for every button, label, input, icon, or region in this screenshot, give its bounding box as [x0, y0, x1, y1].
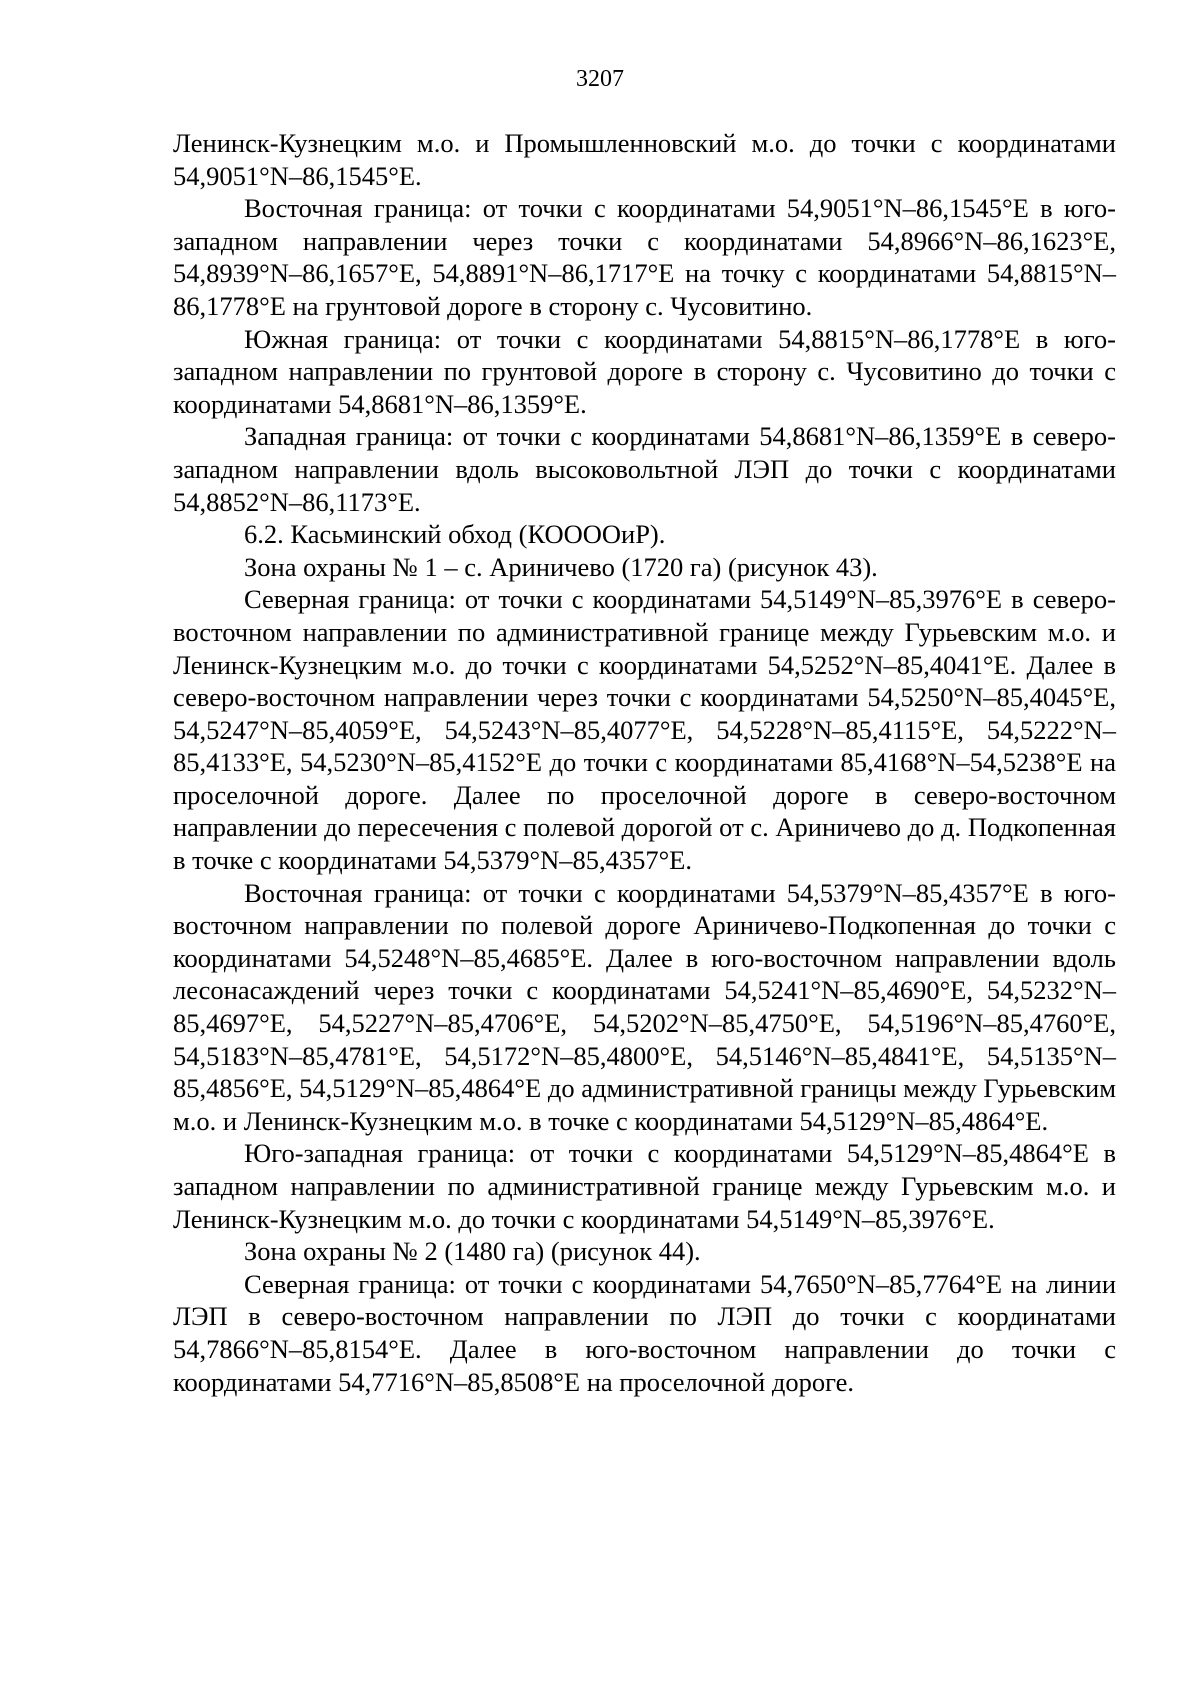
- section-heading-6-2: 6.2. Касьминский обход (КООООиР).: [244, 519, 666, 550]
- paragraph-north-border-zone-1: Северная граница: от точки с координатами 54,5149°N–85,3976°E в северо-восточном направлении по административной границе между Гурьевским м.о. и Ленинск-Кузнецким м.о. до точки с координатами 54,5252°N–85,4041°E. Далее в северо-восточном направлении через точки с координатами 54,5250°N–85,4045°E, 54,5247°N–85,4059°E, 54,5243°N–85,4077°E, 54,5228°N–85,4115°E, 54,5222°N–85,4133°E, 54,5230°N–85,4152°E до точки с координатами 85,4168°N–54,5238°E на проселочной дороге. Далее по проселочной дороге в северо-восточном направлении до пересечения с полевой дорогой от с. Ариничево до д. Подкопенная в точке с координатами 54,5379°N–85,4357°E.: [173, 584, 1116, 876]
- paragraph-south-border-1: Южная граница: от точки с координатами 54,8815°N–86,1778°E в юго-западном направлении по грунтовой дороге в сторону с. Чусовитино до точки с координатами 54,8681°N–86,1359°E.: [173, 323, 1116, 419]
- document-body: [173, 127, 1116, 1398]
- paragraph-east-border-zone-1: Восточная граница: от точки с координатами 54,5379°N–85,4357°E в юго-восточном направлении по полевой дороге Ариничево-Подкопенная до точки с координатами 54,5248°N–85,4685°E. Далее в юго-восточном направлении вдоль лесонасаждений через точки с координатами 54,5241°N–85,4690°E, 54,5232°N–85,4697°E, 54,5227°N–85,4706°E, 54,5202°N–85,4750°E, 54,5196°N–85,4760°E, 54,5183°N–85,4781°E, 54,5172°N–85,4800°E, 54,5146°N–85,4841°E, 54,5135°N–85,4856°E, 54,5129°N–85,4864°E до административной границы между Гурьевским м.о. и Ленинск-Кузнецким м.о. в точке с координатами 54,5129°N–85,4864°E.: [173, 877, 1116, 1136]
- paragraph-southwest-border-zone-1: Юго-западная граница: от точки с координатами 54,5129°N–85,4864°E в западном направлении по административной границе между Гурьевским м.о. и Ленинск-Кузнецким м.о. до точки с координатами 54,5149°N–85,3976°E.: [173, 1138, 1116, 1234]
- zone-2-heading: Зона охраны № 2 (1480 га) (рисунок 44).: [244, 1236, 701, 1267]
- paragraph-north-border-zone-2: Северная граница: от точки с координатами 54,7650°N–85,7764°E на линии ЛЭП в северо-восточном направлении по ЛЭП до точки с координатами 54,7866°N–85,8154°E. Далее в юго-восточном направлении до точки с координатами 54,7716°N–85,8508°E на проселочной дороге.: [173, 1268, 1116, 1397]
- page-number: 3207: [576, 66, 624, 92]
- paragraph-east-border-1: Восточная граница: от точки с координатами 54,9051°N–86,1545°E в юго-западном направлении через точки с координатами 54,8966°N–86,1623°E, 54,8939°N–86,1657°E, 54,8891°N–86,1717°E на точку с координатами 54,8815°N–86,1778°E на грунтовой дороге в сторону с. Чусовитино.: [173, 193, 1116, 321]
- paragraph-west-border-1: Западная граница: от точки с координатами 54,8681°N–86,1359°E в северо-западном направлении вдоль высоковольтной ЛЭП до точки с координатами 54,8852°N–86,1173°E.: [173, 421, 1116, 517]
- zone-1-heading: Зона охраны № 1 – с. Ариничево (1720 га) (рисунок 43).: [244, 551, 878, 582]
- paragraph-continuation: Ленинск-Кузнецким м.о. и Промышленновский м.о. до точки с координатами 54,9051°N–86,1545°E.: [173, 128, 1116, 191]
